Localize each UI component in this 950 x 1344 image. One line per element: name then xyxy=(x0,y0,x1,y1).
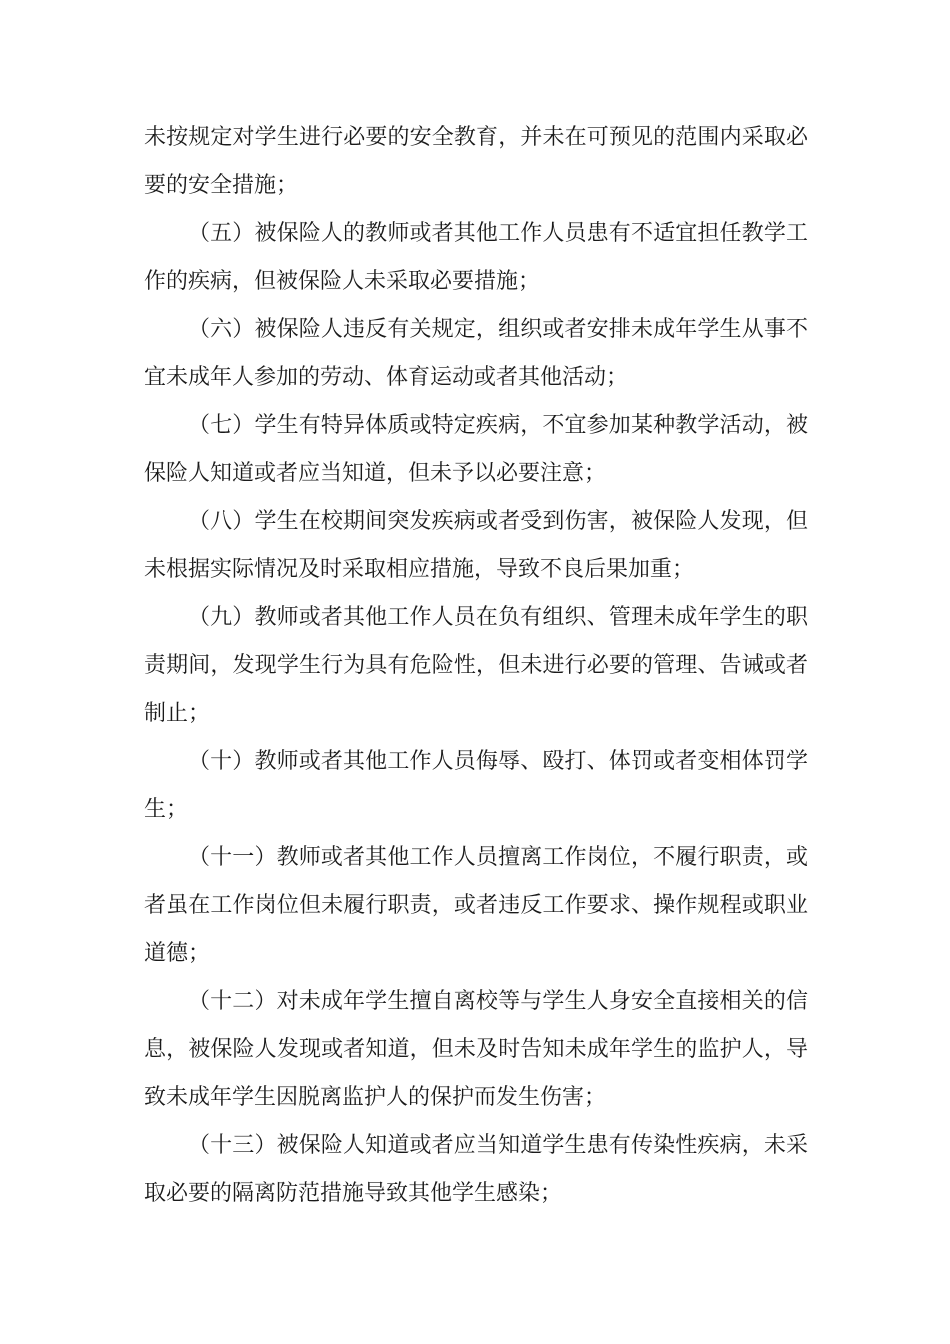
paragraph-item-9: （九）教师或者其他工作人员在负有组织、管理未成年学生的职责期间，发现学生行为具有危险性，但未进行必要的管理、告诫或者制止； xyxy=(144,605,808,726)
paragraph-item-8: （八）学生在校期间突发疾病或者受到伤害，被保险人发现，但未根据实际情况及时采取相应措施，导致不良后果加重； xyxy=(144,509,808,582)
paragraph-item-13: （十三）被保险人知道或者应当知道学生患有传染性疾病，未采取必要的隔离防范措施导致其他学生感染； xyxy=(144,1133,808,1206)
paragraph-item-10: （十）教师或者其他工作人员侮辱、殴打、体罚或者变相体罚学生； xyxy=(144,749,808,822)
paragraph-item-7: （七）学生有特异体质或特定疾病，不宜参加某种教学活动，被保险人知道或者应当知道，但未予以必要注意； xyxy=(144,413,808,486)
paragraph-item-11: （十一）教师或者其他工作人员擅离工作岗位，不履行职责，或者虽在工作岗位但未履行职责，或者违反工作要求、操作规程或职业道德； xyxy=(144,845,808,966)
paragraph-item-5: （五）被保险人的教师或者其他工作人员患有不适宜担任教学工作的疾病，但被保险人未采取必要措施； xyxy=(144,221,808,294)
paragraph-item-6: （六）被保险人违反有关规定，组织或者安排未成年学生从事不宜未成年人参加的劳动、体育运动或者其他活动； xyxy=(144,317,808,390)
document-body xyxy=(144,114,808,1218)
paragraph-item-12: （十二）对未成年学生擅自离校等与学生人身安全直接相关的信息，被保险人发现或者知道，但未及时告知未成年学生的监护人，导致未成年学生因脱离监护人的保护而发生伤害； xyxy=(144,989,808,1110)
paragraph-continuation: 未按规定对学生进行必要的安全教育，并未在可预见的范围内采取必要的安全措施； xyxy=(144,125,808,198)
